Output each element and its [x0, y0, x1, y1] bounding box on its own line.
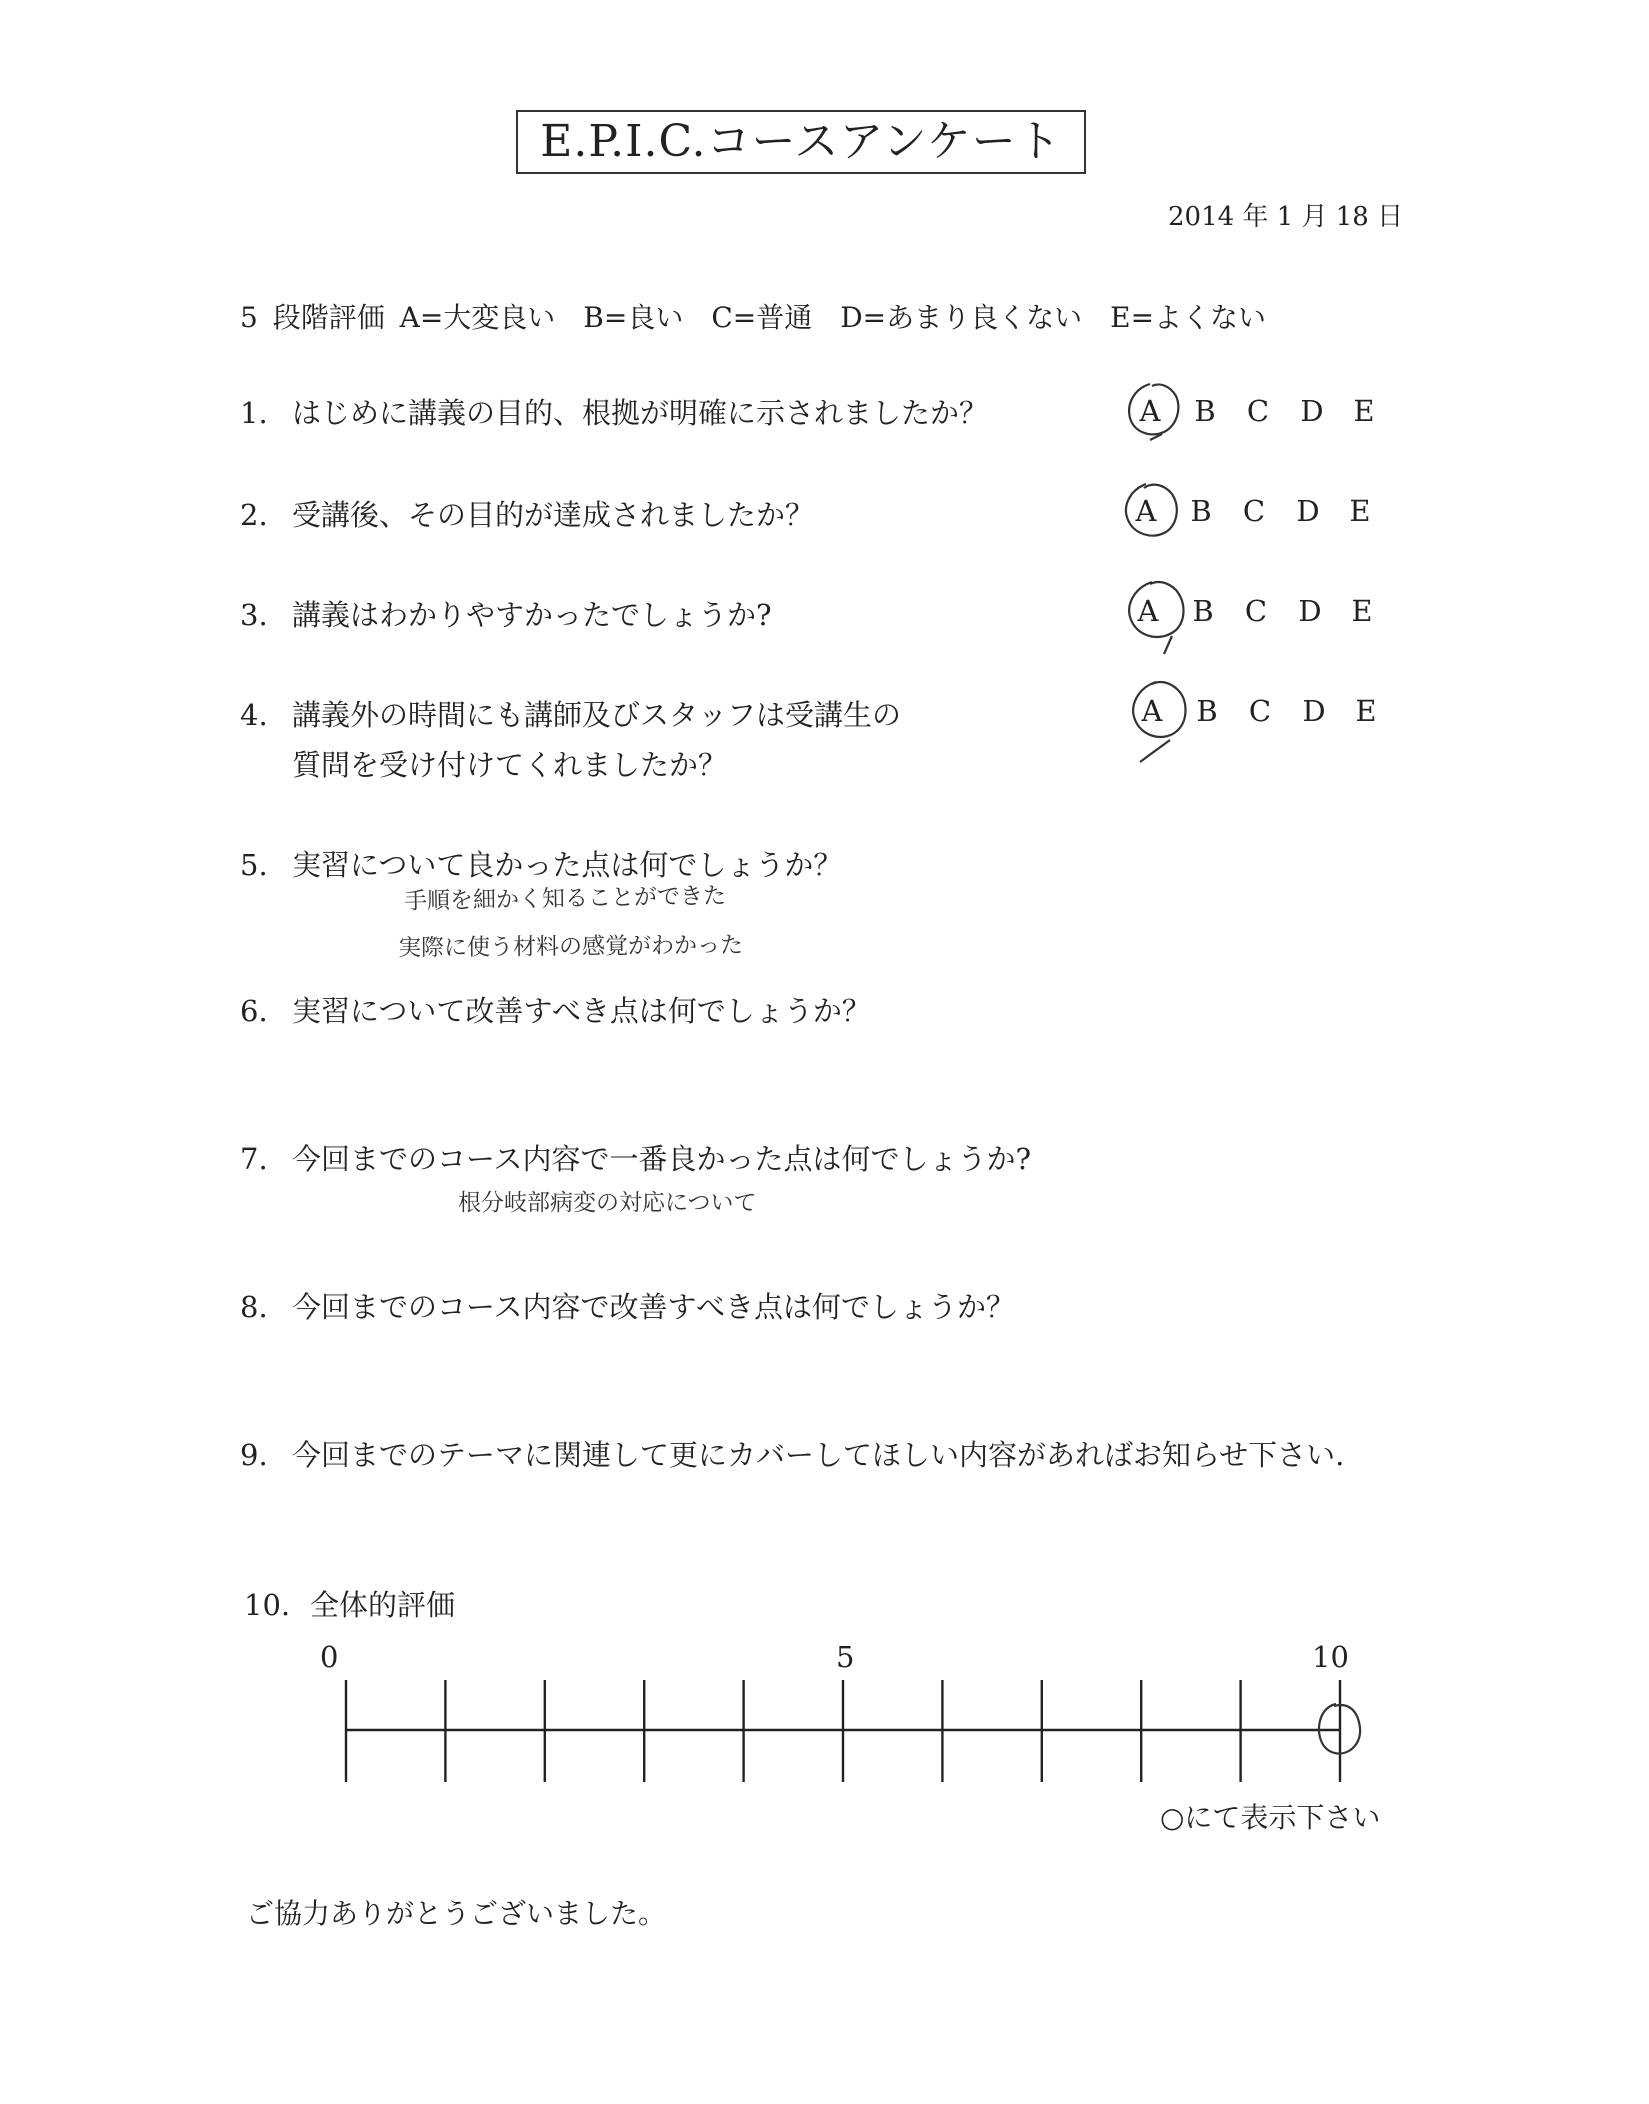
option-e[interactable]: E [1353, 394, 1375, 428]
scale-label-10: 10 [1312, 1640, 1349, 1674]
option-d[interactable]: D [1300, 394, 1324, 428]
scale-instruction: ○にて表示下さい [1160, 1801, 1381, 1834]
question-text: 実習について良かった点は何でしょうか？ [292, 848, 843, 882]
question-number: 5. [240, 848, 268, 882]
handwritten-answer-5-line-1: 手順を細かく知ることができた [403, 883, 727, 915]
option-b[interactable]: B [1196, 694, 1218, 728]
question-number: 3. [240, 598, 268, 632]
closing-thanks: ご協力ありがとうございました。 [246, 1897, 667, 1930]
question-text: 受講後、その目的が達成されましたか？ [292, 498, 815, 532]
option-e[interactable]: E [1351, 594, 1373, 628]
handwritten-answer-7: 根分岐部病変の対応について [458, 1190, 757, 1216]
option-a[interactable]: A [1139, 394, 1161, 428]
handwritten-answer-5-line-2: 実際に使う材料の感覚がわかった [397, 932, 744, 962]
question-number: 9. [240, 1438, 268, 1472]
option-b[interactable]: B [1192, 594, 1214, 628]
option-c[interactable]: C [1242, 494, 1266, 528]
question-text: 講義外の時間にも講師及びスタッフは受講生の [292, 698, 902, 732]
option-c[interactable]: C [1248, 694, 1272, 728]
survey-date: 2014 年 1 月 18 日 [1168, 202, 1404, 232]
option-a[interactable]: A [1135, 494, 1157, 528]
question-number: 10. [244, 1588, 291, 1622]
question-text: はじめに講義の目的、根拠が明確に示されましたか？ [292, 396, 989, 430]
scale-label-5: 5 [836, 1640, 855, 1674]
option-d[interactable]: D [1296, 494, 1320, 528]
question-number: 7. [240, 1142, 268, 1176]
option-e[interactable]: E [1355, 694, 1377, 728]
question-text: 全体的評価 [310, 1588, 456, 1622]
option-c[interactable]: C [1246, 394, 1270, 428]
question-text: 今回までのコース内容で改善すべき点は何でしょうか？ [292, 1290, 1015, 1324]
question-text-continued: 質問を受け付けてくれましたか？ [292, 748, 728, 782]
question-number: 1. [240, 396, 268, 430]
question-number: 2. [240, 498, 268, 532]
question-text: 今回までのコース内容で一番良かった点は何でしょうか? [292, 1142, 1032, 1176]
option-d[interactable]: D [1298, 594, 1322, 628]
question-number: 6. [240, 994, 268, 1028]
option-b[interactable]: B [1194, 394, 1216, 428]
question-number: 8. [240, 1290, 268, 1324]
scale-label-0: 0 [320, 1640, 339, 1674]
option-c[interactable]: C [1244, 594, 1268, 628]
option-d[interactable]: D [1302, 694, 1326, 728]
question-text: 実習について改善すべき点は何でしょうか？ [292, 994, 871, 1028]
survey-title: E.P.I.C.コースアンケート [516, 110, 1086, 174]
rating-scale-legend: 5 段階評価 A=大変良い B=良い C=普通 D=あまり良くない E=よくない [240, 301, 1267, 334]
option-a[interactable]: A [1141, 694, 1163, 728]
question-text: 講義はわかりやすかったでしょうか? [292, 598, 772, 632]
option-e[interactable]: E [1349, 494, 1371, 528]
option-a[interactable]: A [1137, 594, 1159, 628]
question-number: 4. [240, 698, 268, 732]
option-b[interactable]: B [1190, 494, 1212, 528]
question-text: 今回までのテーマに関連して更にカバーしてほしい内容があればお知らせ下さい. [292, 1438, 1345, 1472]
